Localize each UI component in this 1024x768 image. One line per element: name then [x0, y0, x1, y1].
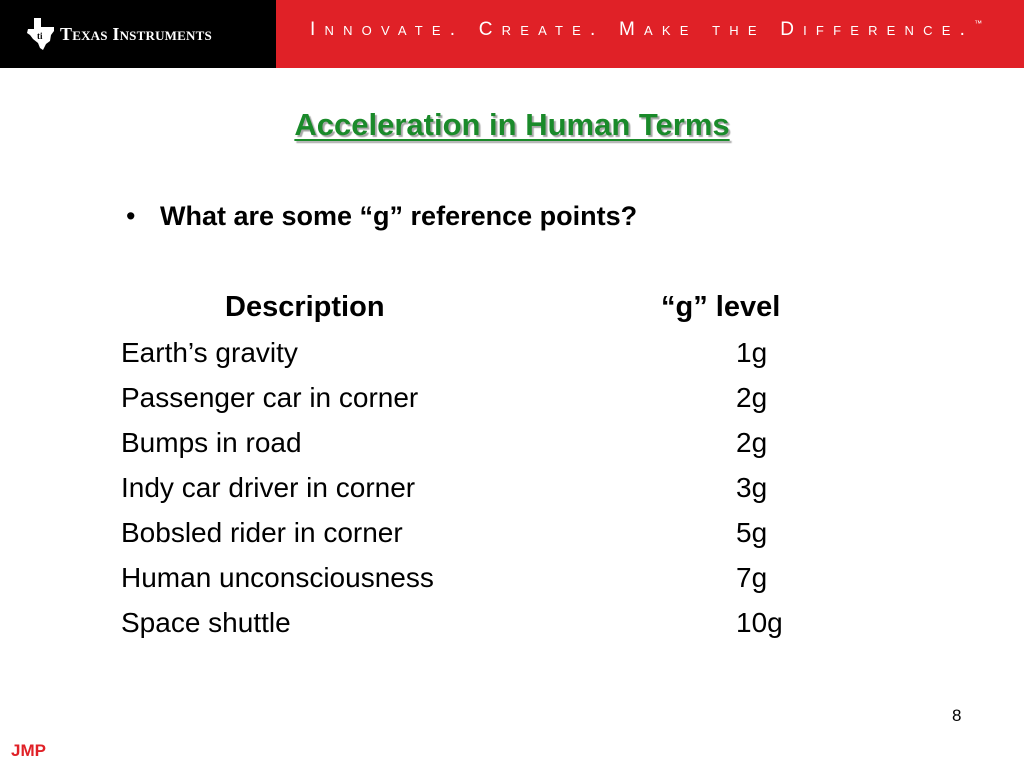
row-g-level: 10g	[736, 607, 783, 638]
bullet-symbol: •	[126, 201, 136, 231]
tagline	[310, 19, 982, 41]
row-g-level: 3g	[736, 472, 768, 503]
column-header-g-level: “g” level	[661, 291, 781, 323]
tagline-text: Innovate. Create. Make the Difference.	[310, 19, 975, 40]
row-g-level: 2g	[736, 382, 768, 413]
trademark-symbol: ™	[974, 19, 983, 28]
row-g-level: 7g	[736, 562, 768, 593]
texas-state-ti-logo-icon	[26, 17, 56, 51]
row-description: Passenger car in corner	[121, 382, 419, 413]
bullet-point	[126, 201, 637, 232]
footer-initials: JMP	[11, 741, 46, 760]
row-g-level: 1g	[736, 337, 768, 368]
company-name: Texas Instruments	[60, 24, 212, 44]
row-description: Indy car driver in corner	[121, 472, 416, 503]
svg-text:ti: ti	[37, 31, 43, 41]
page-number: 8	[952, 706, 962, 725]
column-header-description: Description	[225, 291, 385, 323]
bullet-text: What are some “g” reference points?	[160, 201, 638, 231]
row-description: Bumps in road	[121, 427, 302, 458]
row-description: Space shuttle	[121, 607, 291, 638]
row-g-level: 5g	[736, 517, 768, 548]
row-description: Bobsled rider in corner	[121, 517, 403, 548]
row-description: Earth’s gravity	[121, 337, 298, 368]
slide-title: Acceleration in Human Terms	[294, 107, 730, 142]
header-tagline-banner	[276, 0, 1024, 68]
header-logo-panel	[0, 0, 276, 68]
row-g-level: 2g	[736, 427, 768, 458]
row-description: Human unconsciousness	[121, 562, 434, 593]
